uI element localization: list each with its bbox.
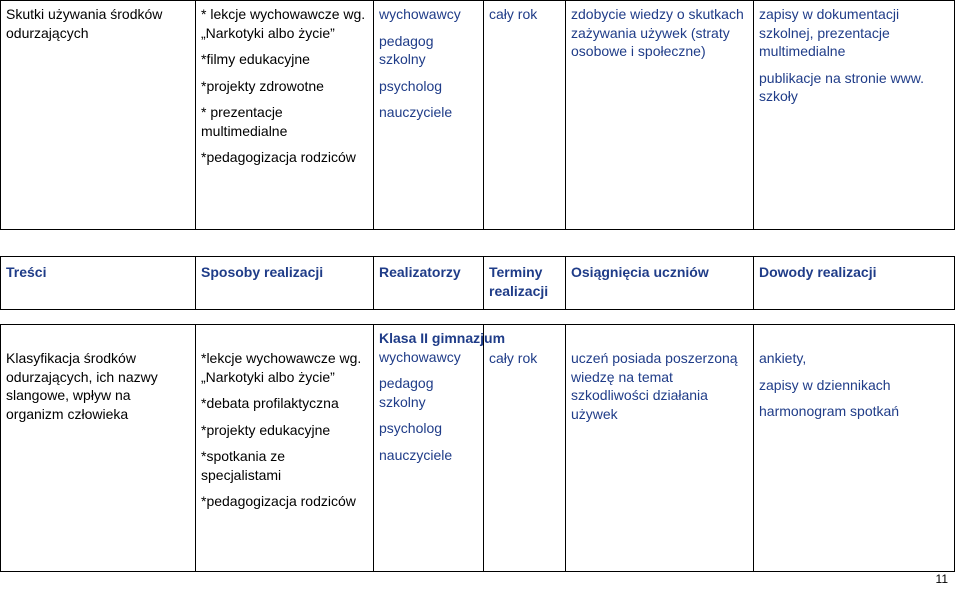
cell-text: wychowawcy (379, 6, 461, 22)
cell-text: zapisy w dziennikach (759, 376, 891, 393)
cell-text: Klasyfikacja środków odurzających, ich nazwy slangowe, wpływ na organizm człowieka (6, 350, 158, 422)
cell-text: *filmy edukacyjne (201, 51, 310, 67)
cell-text: *projekty edukacyjne (201, 421, 331, 438)
cell-text: pedagog szkolny (379, 32, 434, 67)
header-osiagniecia: Osiągnięcia uczniów (566, 257, 754, 310)
grade-label: Klasa II gimnazjum (379, 330, 506, 346)
table-row (1, 1, 955, 230)
table-section-1 (0, 0, 955, 230)
cell-sposoby (196, 325, 374, 572)
table-row (1, 257, 955, 310)
cell-realizatorzy (374, 1, 484, 230)
cell-tresci (1, 325, 196, 572)
cell-text: *projekty zdrowotne (201, 77, 324, 94)
cell-dowody (754, 325, 955, 572)
cell-sposoby (196, 1, 374, 230)
cell-text: psycholog (379, 77, 443, 94)
cell-text: uczeń posiada poszerzoną wiedzę na temat szkodliwości działania używek (571, 350, 738, 422)
cell-dowody (754, 1, 955, 230)
cell-text: * lekcje wychowawcze wg. „Narkotyki albo życie” (201, 6, 366, 41)
cell-text: zdobycie wiedzy o skutkach zażywania używek (straty osobowe i społeczne) (571, 6, 744, 59)
cell-text: harmonogram spotkań (759, 403, 900, 419)
cell-text: ankiety, (759, 350, 807, 366)
cell-text: cały rok (489, 350, 538, 366)
header-tresci: Treści (1, 257, 196, 310)
cell-osiagniecia (566, 325, 754, 572)
table-row (1, 325, 955, 572)
cell-tresci (1, 1, 196, 230)
cell-text: *lekcje wychowawcze wg. „Narkotyki albo życie” (201, 350, 362, 385)
cell-realizatorzy (374, 325, 506, 572)
header-dowody: Dowody realizacji (754, 257, 955, 310)
cell-text: publikacje na stronie www. szkoły (759, 69, 924, 104)
cell-osiagniecia (566, 1, 754, 230)
cell-text: nauczyciele (379, 104, 453, 120)
table-header (0, 256, 955, 310)
table-section-2 (0, 324, 955, 572)
cell-text: nauczyciele (379, 446, 453, 463)
cell-terminy (484, 325, 566, 572)
page-number: 11 (935, 572, 948, 586)
cell-text: Skutki używania środków odurzających (6, 6, 163, 41)
cell-text: *pedagogizacja rodziców (201, 493, 356, 509)
cell-terminy (484, 1, 566, 230)
cell-text: wychowawcy (379, 348, 461, 365)
cell-text: *pedagogizacja rodziców (201, 149, 356, 165)
header-sposoby: Sposoby realizacji (196, 257, 374, 310)
cell-text: zapisy w dokumentacji szkolnej, prezentacje multimedialne (759, 6, 900, 59)
header-terminy: Terminy realizacji (484, 257, 566, 310)
cell-text: * prezentacje multimedialne (201, 104, 288, 139)
cell-text: pedagog szkolny (379, 375, 434, 410)
header-realizatorzy: Realizatorzy (374, 257, 484, 310)
cell-text: cały rok (489, 6, 538, 22)
cell-text: *spotkania ze specjalistami (201, 448, 286, 483)
cell-text: psycholog (379, 420, 443, 436)
cell-text: *debata profilaktyczna (201, 395, 339, 411)
